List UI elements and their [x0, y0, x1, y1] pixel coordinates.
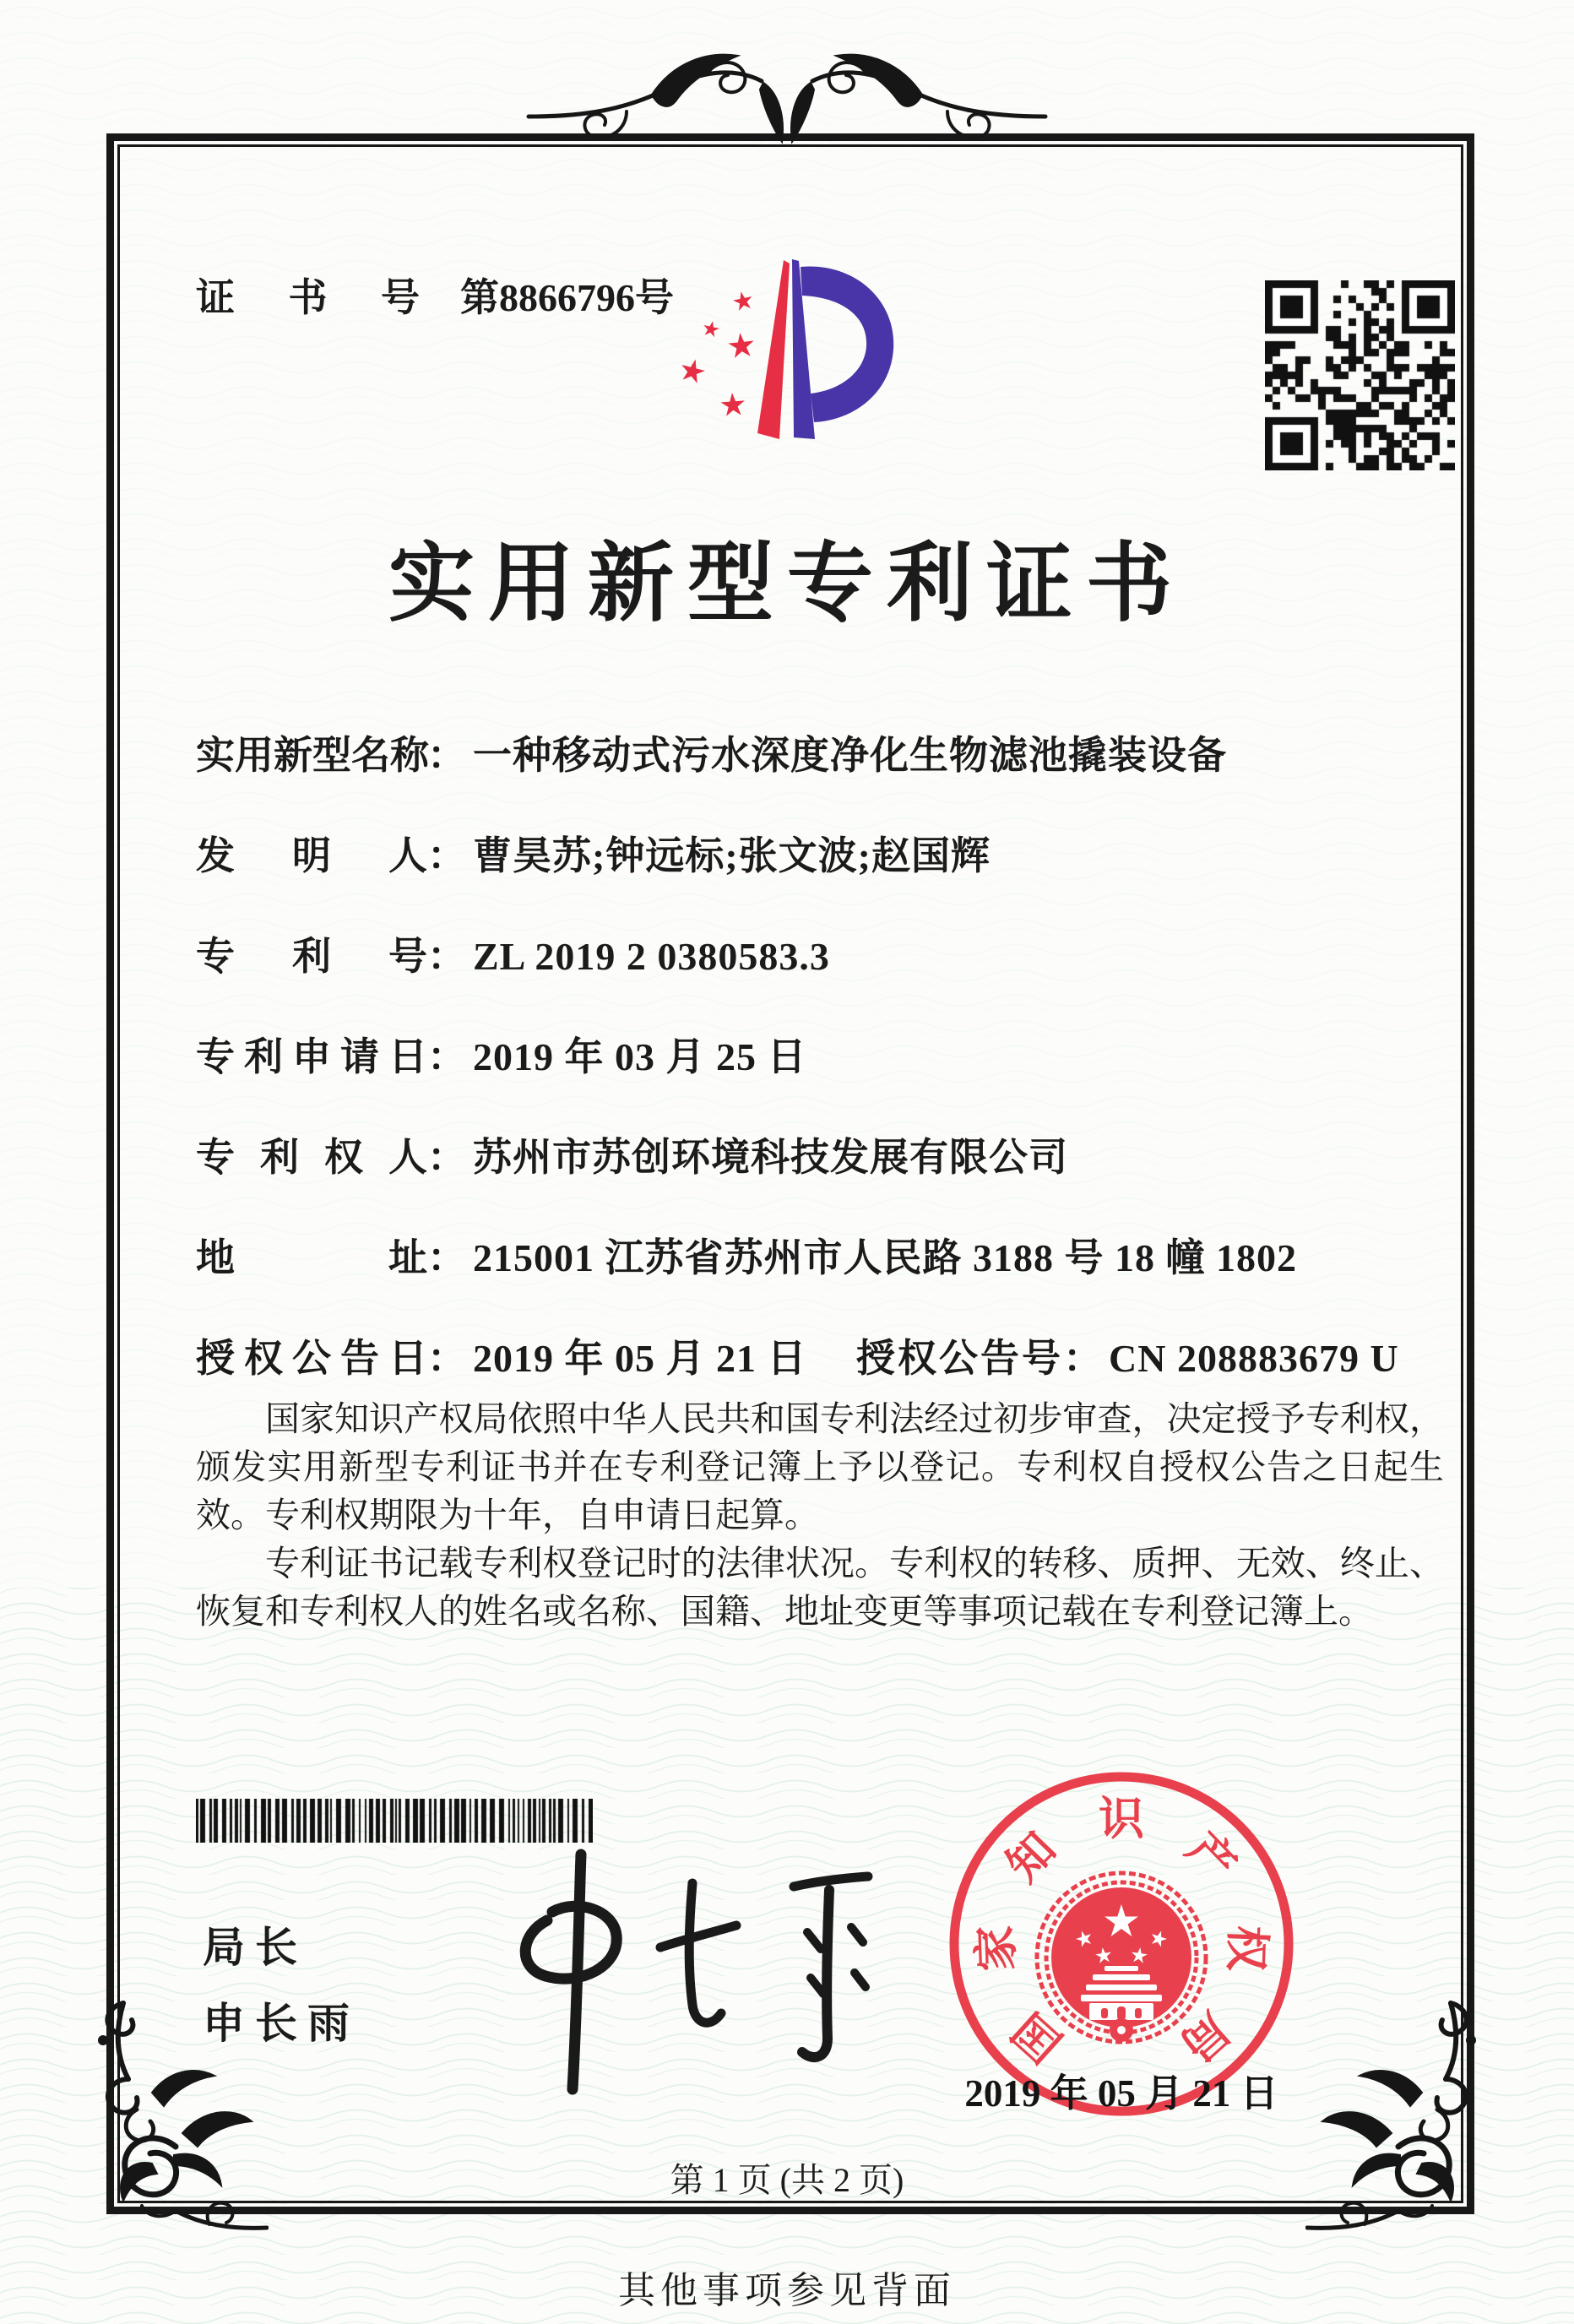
field-grant-date	[196, 1337, 807, 1380]
field-name-label: 实用新型名称	[196, 734, 429, 777]
colon: ：	[427, 1136, 466, 1179]
cert-number-value: 第8866796号	[460, 276, 674, 319]
field-grant-date-value: 2019 年 05 月 21 日	[473, 1337, 807, 1380]
colon: ：	[427, 734, 466, 777]
field-filing-date-label: 专利申请日	[196, 1035, 427, 1078]
cnipa-logo	[674, 248, 902, 448]
field-patentee	[196, 1127, 1068, 1182]
colon: ：	[1063, 1337, 1102, 1380]
seal-date: 2019 年 05 月 21 日	[964, 2072, 1278, 2115]
field-patentee-value: 苏州市苏创环境科技发展有限公司	[473, 1136, 1068, 1179]
svg-text:识: 识	[1099, 1794, 1144, 1844]
svg-text:知: 知	[997, 1822, 1066, 1892]
field-name-value: 一种移动式污水深度净化生物滤池撬装设备	[473, 734, 1227, 777]
field-patent-no-value: ZL 2019 2 0380583.3	[473, 935, 830, 978]
logo-star	[720, 392, 746, 416]
director-signature	[439, 1839, 929, 2101]
cert-number	[196, 267, 674, 323]
barcode	[196, 1799, 593, 1843]
field-inventor-label: 发明人	[196, 834, 427, 877]
back-note: 其他事项参见背面	[618, 2270, 956, 2311]
field-address-value: 215001 江苏省苏州市人民路 3188 号 18 幢 1802	[473, 1236, 1297, 1279]
field-address-label: 地址	[196, 1236, 427, 1279]
body-paragraph-1: 国家知识产权局依照中华人民共和国专利法经过初步审查，决定授予专利权，颁发实用新型专利证书并在专利登记簿上予以登记。专利权自授权公告之日起生效。专利权期限为十年，自申请日起算。	[196, 1399, 1444, 1534]
ornament-top-icon	[525, 39, 1049, 182]
field-grant-no-value: CN 208883679 U	[1109, 1337, 1399, 1380]
svg-text:家: 家	[970, 1925, 1023, 1973]
cert-number-prefix: 证 书 号	[196, 276, 442, 319]
logo-star	[731, 290, 754, 312]
colon: ：	[427, 834, 466, 877]
logo-star	[727, 331, 755, 358]
ornament-corner-right-icon	[1305, 1998, 1500, 2251]
field-filing-date	[196, 1026, 807, 1082]
field-name	[196, 725, 1227, 780]
body-paragraph-2: 专利证书记载专利权登记时的法律状况。专利权的转移、质押、无效、终止、恢复和专利权人的姓名或名称、国籍、地址变更等事项记载在专利登记簿上。	[196, 1544, 1444, 1631]
field-grant-no	[856, 1328, 1399, 1383]
svg-text:局: 局	[1170, 2002, 1240, 2072]
colon: ：	[427, 1035, 466, 1078]
svg-text:产: 产	[1177, 1822, 1246, 1892]
legal-text	[196, 1395, 1444, 1636]
field-filing-date-value: 2019 年 03 月 25 日	[473, 1035, 807, 1078]
field-patent-no	[196, 926, 830, 981]
field-inventor	[196, 825, 991, 881]
page-number: 第 1 页 (共 2 页)	[670, 2161, 904, 2199]
logo-star	[678, 356, 707, 384]
field-grant-no-label: 授权公告号	[856, 1337, 1063, 1380]
director-name: 申长雨	[203, 2000, 360, 2047]
field-grant-row	[196, 1328, 1403, 1383]
field-inventor-value: 曹昊苏;钟远标;张文波;赵国辉	[473, 834, 991, 877]
field-patentee-label: 专利权人	[196, 1136, 427, 1179]
certificate-title: 实用新型专利证书	[388, 537, 1186, 633]
field-patent-no-label: 专利号	[196, 935, 427, 978]
logo-p-red-wedge	[757, 260, 790, 439]
qr-code	[1265, 280, 1455, 470]
field-grant-date-label: 授权公告日	[196, 1337, 427, 1380]
national-emblem	[1037, 1873, 1206, 2042]
logo-stars	[678, 290, 755, 416]
logo-star	[702, 319, 720, 338]
svg-text:国: 国	[1003, 2002, 1072, 2072]
director-title: 局长	[203, 1924, 307, 1971]
field-address	[196, 1227, 1297, 1283]
colon: ：	[427, 1337, 466, 1380]
logo-p-bowl	[801, 266, 893, 422]
colon: ：	[427, 1236, 466, 1279]
svg-text:权: 权	[1219, 1925, 1273, 1973]
colon: ：	[427, 935, 466, 978]
